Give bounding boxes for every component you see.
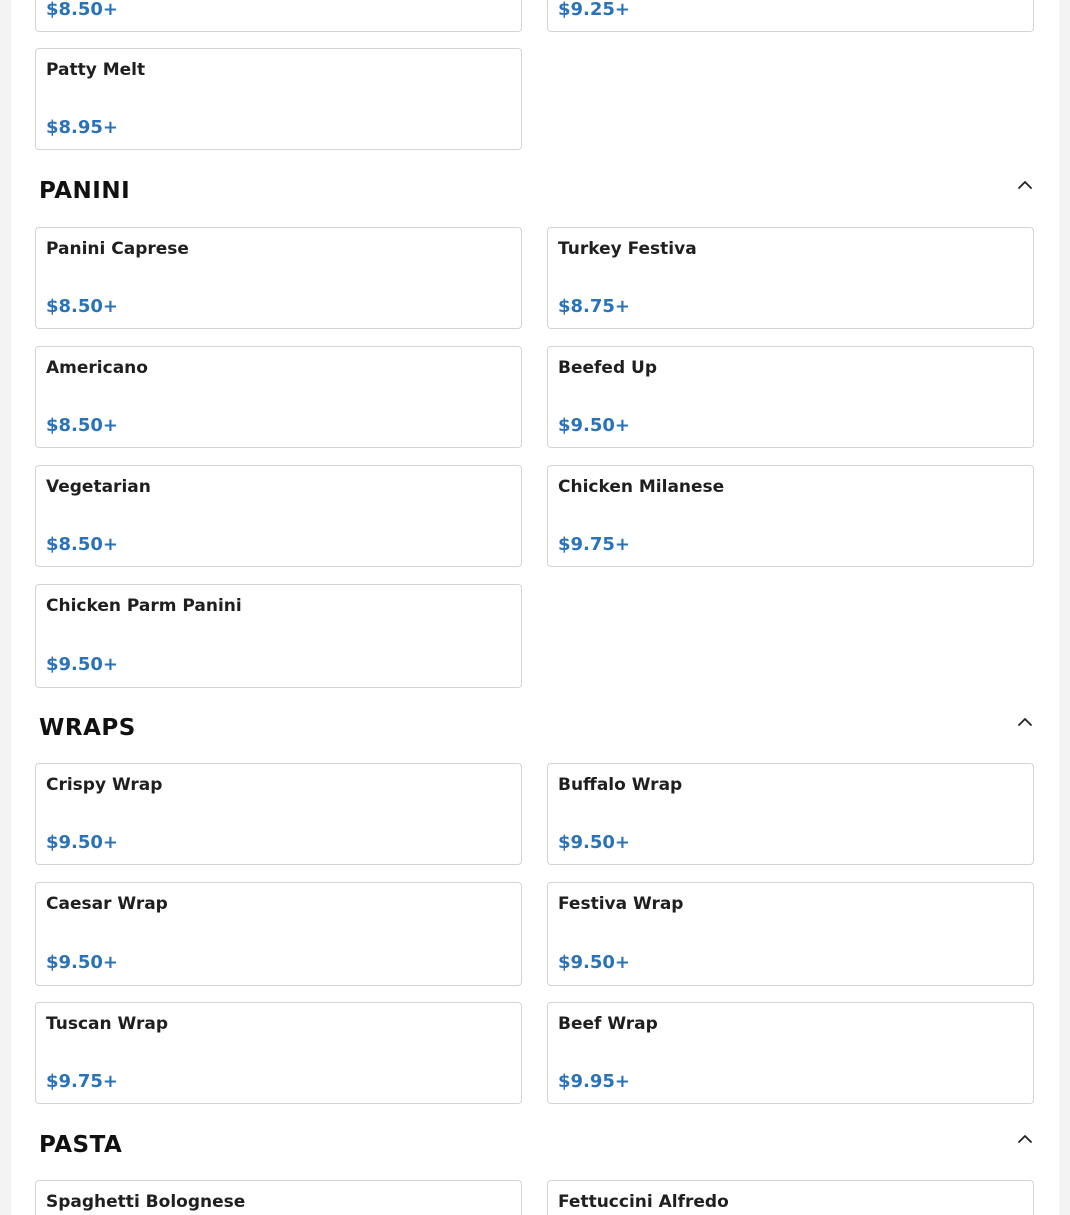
menu-item-card[interactable] [35, 763, 522, 865]
menu-item-card[interactable] [547, 763, 1034, 865]
item-price: $9.25+ [558, 0, 631, 20]
item-name: Fettuccini Alfredo [558, 1192, 729, 1212]
item-name: Tuscan Wrap [46, 1014, 168, 1034]
menu-item-card[interactable] [35, 0, 522, 32]
item-name: Americano [46, 358, 148, 378]
item-price: $9.50+ [558, 952, 631, 973]
menu-page [11, 0, 1059, 1215]
menu-item-card[interactable] [35, 48, 522, 150]
chevron-up-icon[interactable] [1016, 176, 1034, 194]
item-price: $9.50+ [558, 415, 631, 436]
menu-item-card[interactable] [35, 584, 522, 688]
item-name: Turkey Festiva [558, 239, 697, 259]
menu-item-card[interactable] [35, 1002, 522, 1104]
item-price: $8.50+ [46, 534, 119, 555]
item-price: $9.50+ [46, 952, 119, 973]
item-price: $8.50+ [46, 296, 119, 317]
item-price: $9.75+ [46, 1071, 119, 1092]
item-name: Chicken Parm Panini [46, 596, 242, 616]
item-price: $8.95+ [46, 117, 119, 138]
item-price: $8.75+ [558, 296, 631, 317]
item-name: Panini Caprese [46, 239, 189, 259]
item-name: Patty Melt [46, 60, 146, 80]
item-name: Caesar Wrap [46, 894, 168, 914]
item-name: Vegetarian [46, 477, 151, 497]
item-name: Spaghetti Bolognese [46, 1192, 246, 1212]
item-price: $9.50+ [46, 654, 119, 675]
item-price: $9.75+ [558, 534, 631, 555]
section-title-wraps: WRAPS [39, 715, 136, 741]
menu-item-card[interactable] [547, 882, 1034, 986]
menu-item-card[interactable] [35, 465, 522, 567]
item-price: $8.50+ [46, 0, 119, 20]
item-name: Beef Wrap [558, 1014, 658, 1034]
menu-item-card[interactable] [547, 1002, 1034, 1104]
item-price: $9.50+ [558, 832, 631, 853]
menu-item-card[interactable] [35, 882, 522, 986]
menu-item-card[interactable] [547, 227, 1034, 329]
item-name: Buffalo Wrap [558, 775, 683, 795]
item-price: $9.50+ [46, 832, 119, 853]
item-name: Beefed Up [558, 358, 658, 378]
menu-item-card[interactable] [547, 465, 1034, 567]
chevron-up-icon[interactable] [1016, 1130, 1034, 1148]
item-name: Festiva Wrap [558, 894, 684, 914]
item-price: $8.50+ [46, 415, 119, 436]
item-name: Chicken Milanese [558, 477, 725, 497]
menu-item-card[interactable] [35, 1180, 522, 1215]
menu-item-card[interactable] [35, 227, 522, 329]
item-price: $9.95+ [558, 1071, 631, 1092]
menu-item-card[interactable] [547, 0, 1034, 32]
menu-item-card[interactable] [547, 346, 1034, 448]
menu-item-card[interactable] [547, 1180, 1034, 1215]
chevron-up-icon[interactable] [1016, 713, 1034, 731]
item-name: Crispy Wrap [46, 775, 163, 795]
menu-item-card[interactable] [35, 346, 522, 448]
section-title-panini: PANINI [39, 178, 131, 204]
section-title-pasta: PASTA [39, 1132, 123, 1158]
